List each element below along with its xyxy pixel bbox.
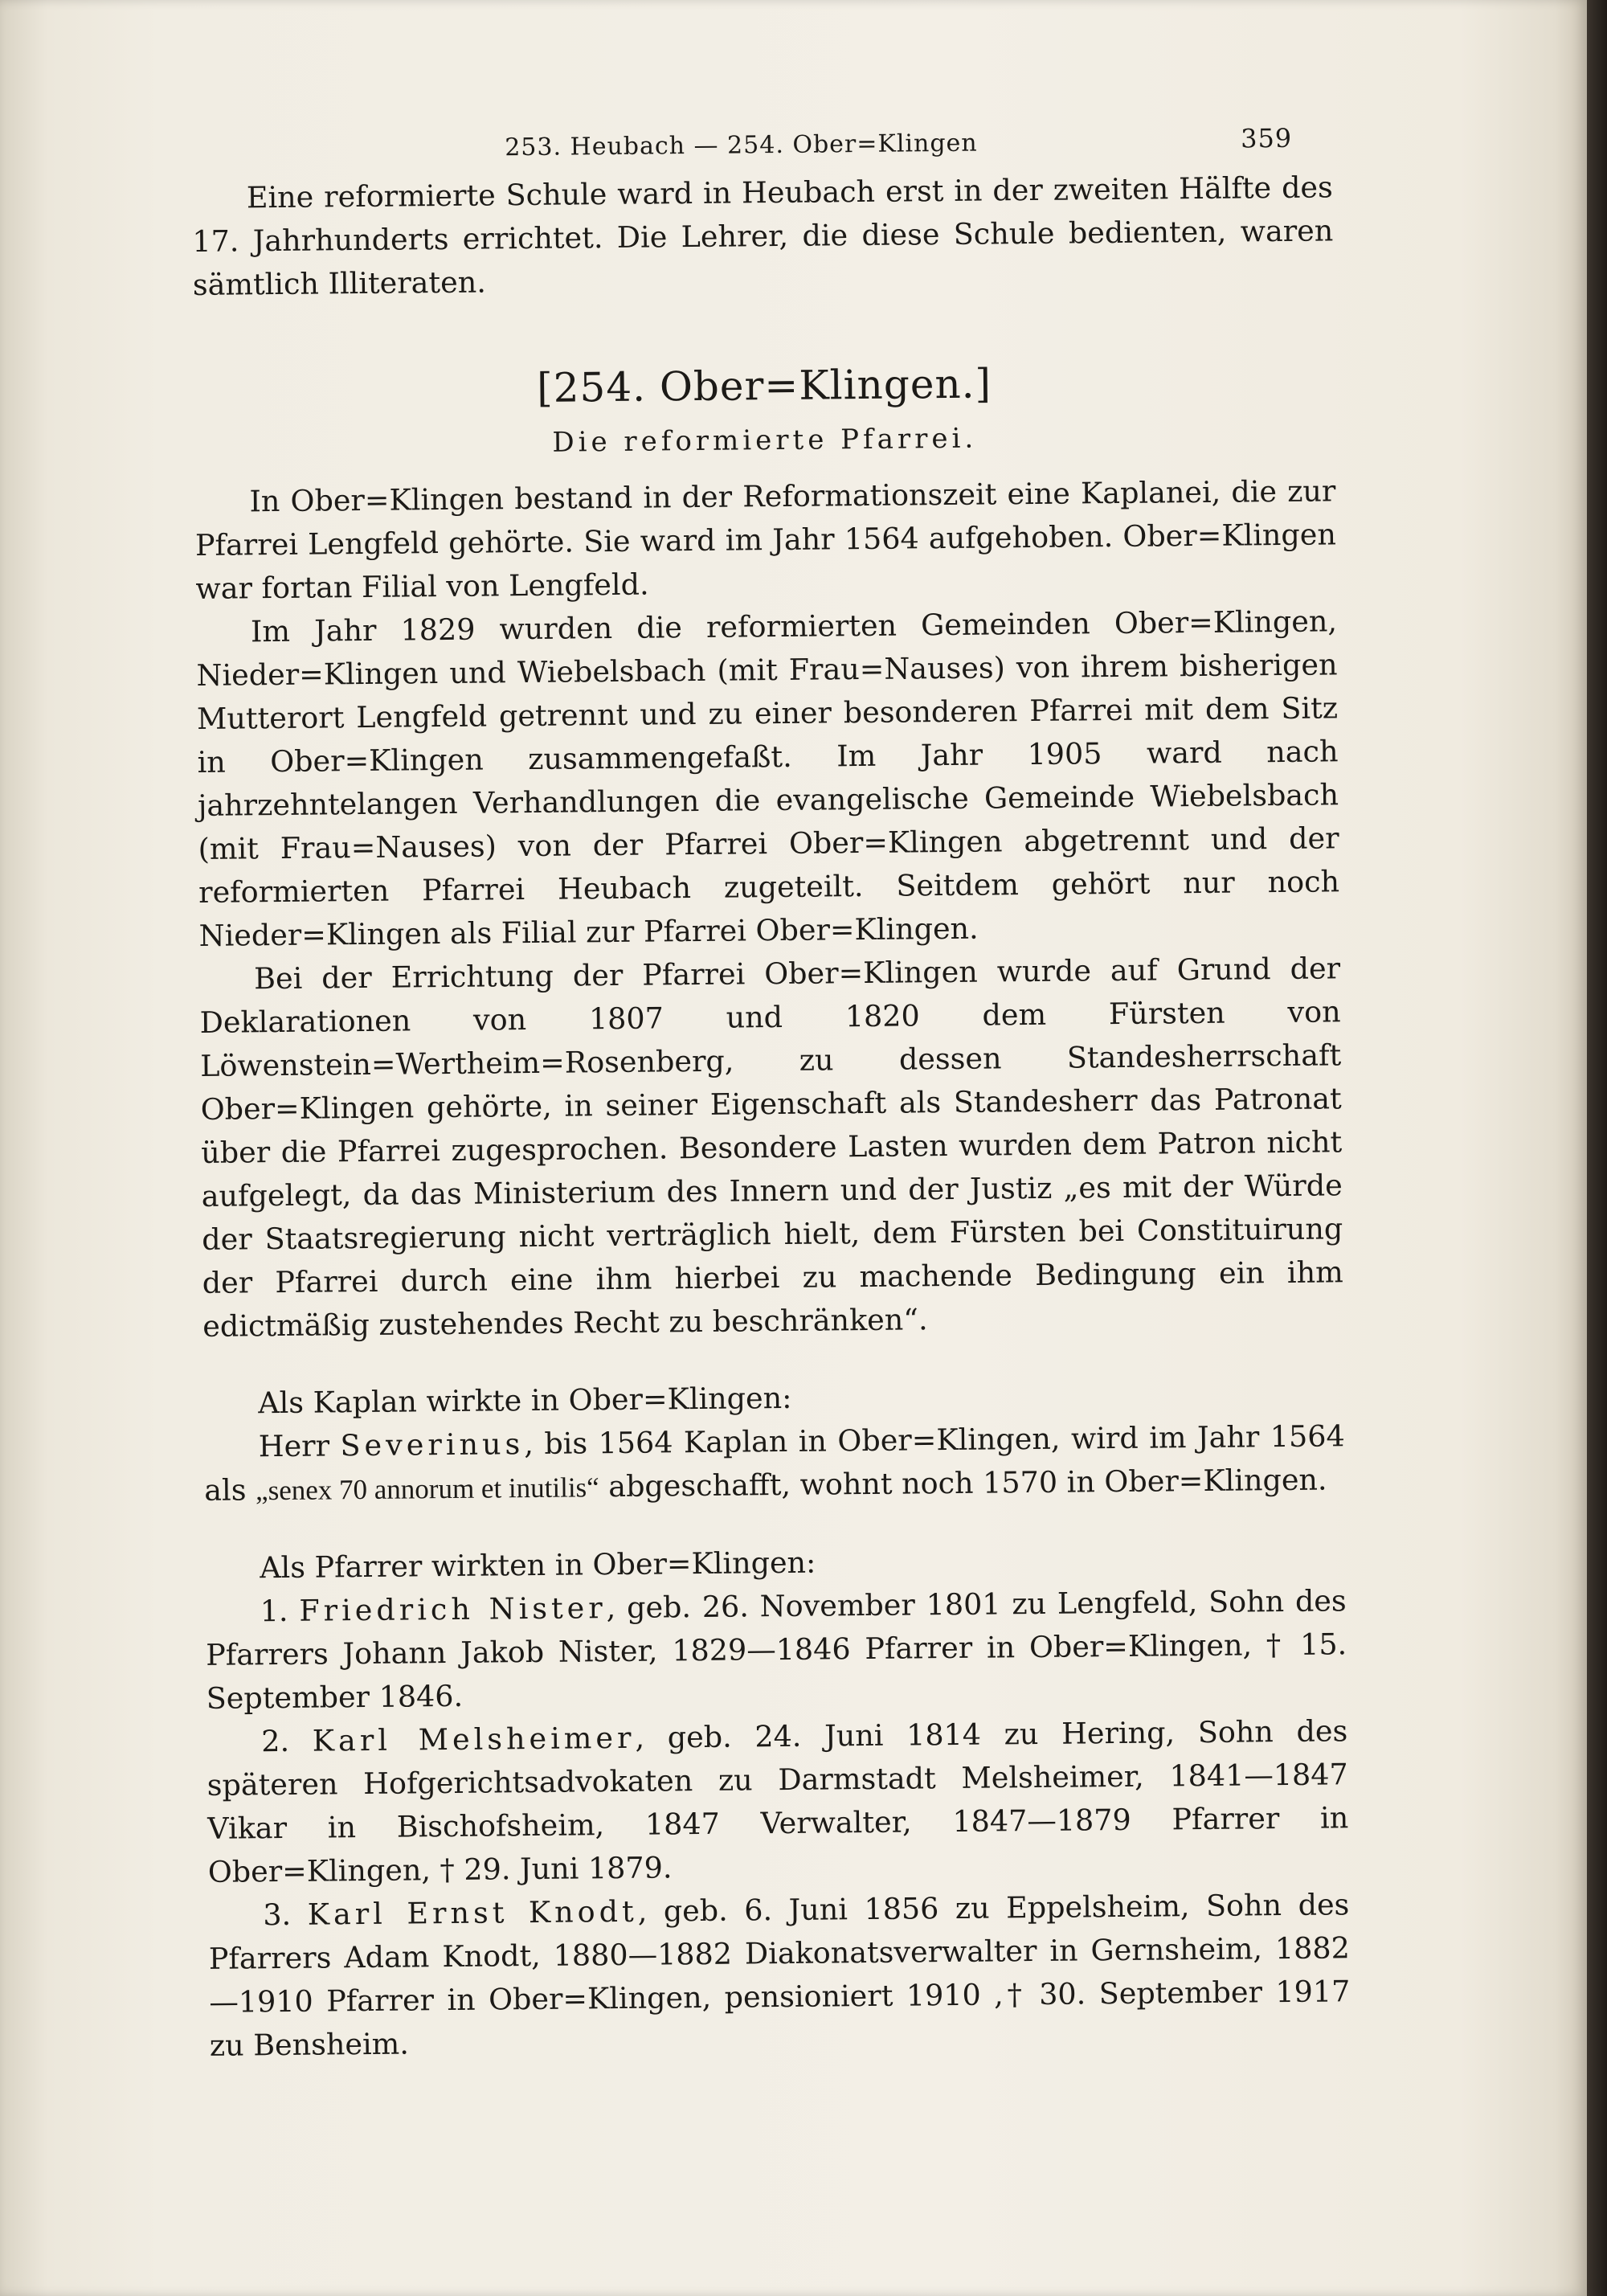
kaplan-prefix: Herr [258,1428,330,1464]
kaplan-entry [203,1414,1345,1513]
kaplan-name: Severinus [340,1426,525,1463]
entry-name: Friedrich Nister [299,1590,607,1628]
kaplan-heading: Als Kaplan wirkte in Ober=Klingen: [258,1380,792,1421]
entry-number: 2. [261,1723,290,1759]
pfarrer-entry [208,1883,1351,2068]
entry-text: , geb. 6. Juni 1856 zu Eppelsheim, Sohn des Pfarrers Adam Knodt, 1880—1882 Diakonatsverwalter in Gernsheim, 1882—1910 Pfarrer in Ober=Klingen, pensioniert 1910 ,† 30. September 1917 zu Bensheim. [208,1887,1351,2063]
entry-name: Karl Ernst Knodt [307,1893,638,1932]
body-paragraph: In Ober=Klingen bestand in der Reformationszeit eine Kaplanei, die zur Pfarrei Lengfeld gehörte. Sie ward im Jahr 1564 aufgehoben. Ober=Klingen war fortan Filial von Lengfeld. [194,473,1337,606]
intro-paragraph: Eine reformierte Schule ward in Heubach erst in der zweiten Hälfte des 17. Jahrhunderts errichtet. Die Lehrer, die diese Schule bedienten, waren sämtlich Illiteraten. [192,170,1334,302]
entry-text: , geb. 24. Juni 1814 zu Hering, Sohn des späteren Hofgerichtsadvokaten zu Darmstadt Melsheimer, 1841—1847 Vikar in Bischofsheim, 1847 Verwalter, 1847—1879 Pfarrer in Ober=Klingen, † 29. Juni 1879. [206,1713,1349,1889]
section-title: [254. Ober=Klingen.] [536,360,992,411]
pfarrer-heading: Als Pfarrer wirkten in Ober=Klingen: [259,1545,816,1586]
running-head-title: 253. Heubach — 254. Ober=Klingen [505,129,978,162]
kaplan-text-1: , bis 1564 Kaplan in Ober=Klingen, wird im Jahr 1564 als [204,1418,1345,1508]
section-subtitle: Die reformierte Pfarrei. [552,422,978,459]
entry-text: , geb. 26. November 1801 zu Lengfeld, Sohn des Pfarrers Johann Jakob Nister, 1829—1846 Pfarrer in Ober=Klingen, † 15. September 1846. [206,1583,1347,1716]
body-paragraph: Im Jahr 1829 wurden die reformierten Gemeinden Ober=Klingen, Nieder=Klingen und Wiebelsbach (mit Frau=Nauses) von ihrem bisherigen Mutterort Lengfeld getrennt und zu einer besonderen Pfarrei mit dem Sitz in Ober=Klingen zusammengefaßt. Im Jahr 1905 ward nach jahrzehntelangen Verhandlungen die evangelische Gemeinde Wiebelsbach (mit Frau=Nauses) von der Pfarrei Ober=Klingen abgetrennt und der reformierten Pfarrei Heubach zugeteilt. Seitdem gehört nur noch Nieder=Klingen als Filial zur Pfarrei Ober=Klingen. [196,604,1340,953]
pfarrer-entry [205,1579,1347,1721]
pfarrer-entry [206,1709,1349,1894]
book-spine-edge [1587,0,1607,2296]
body-paragraph: Bei der Errichtung der Pfarrei Ober=Klingen wurde auf Grund der Deklarationen von 1807 und 1820 dem Fürsten von Löwenstein=Wertheim=Rosenberg, zu dessen Standesherrschaft Ober=Klingen gehörte, in seiner Eigenschaft als Standesherr das Patronat über die Pfarrei zugesprochen. Besondere Lasten wurden dem Patron nicht aufgelegt, da das Ministerium des Innern und der Justiz „es mit der Würde der Staatsregierung nicht verträglich hielt, dem Fürsten bei Constituirung der Pfarrei durch eine ihm hierbei zu machende Bedingung ein ihm edictmäßig zustehendes Recht zu beschränken“. [199,951,1343,1344]
entry-number: 3. [263,1897,292,1933]
kaplan-text-2: abgeschafft, wohnt noch 1570 in Ober=Klingen. [599,1462,1327,1504]
page-number: 359 [1240,122,1293,154]
entry-number: 1. [260,1593,288,1629]
text-block [191,117,1351,2068]
kaplan-latin-quote: „senex 70 annorum et inutilis“ [255,1471,599,1507]
entry-name: Karl Melsheimer [312,1720,636,1758]
